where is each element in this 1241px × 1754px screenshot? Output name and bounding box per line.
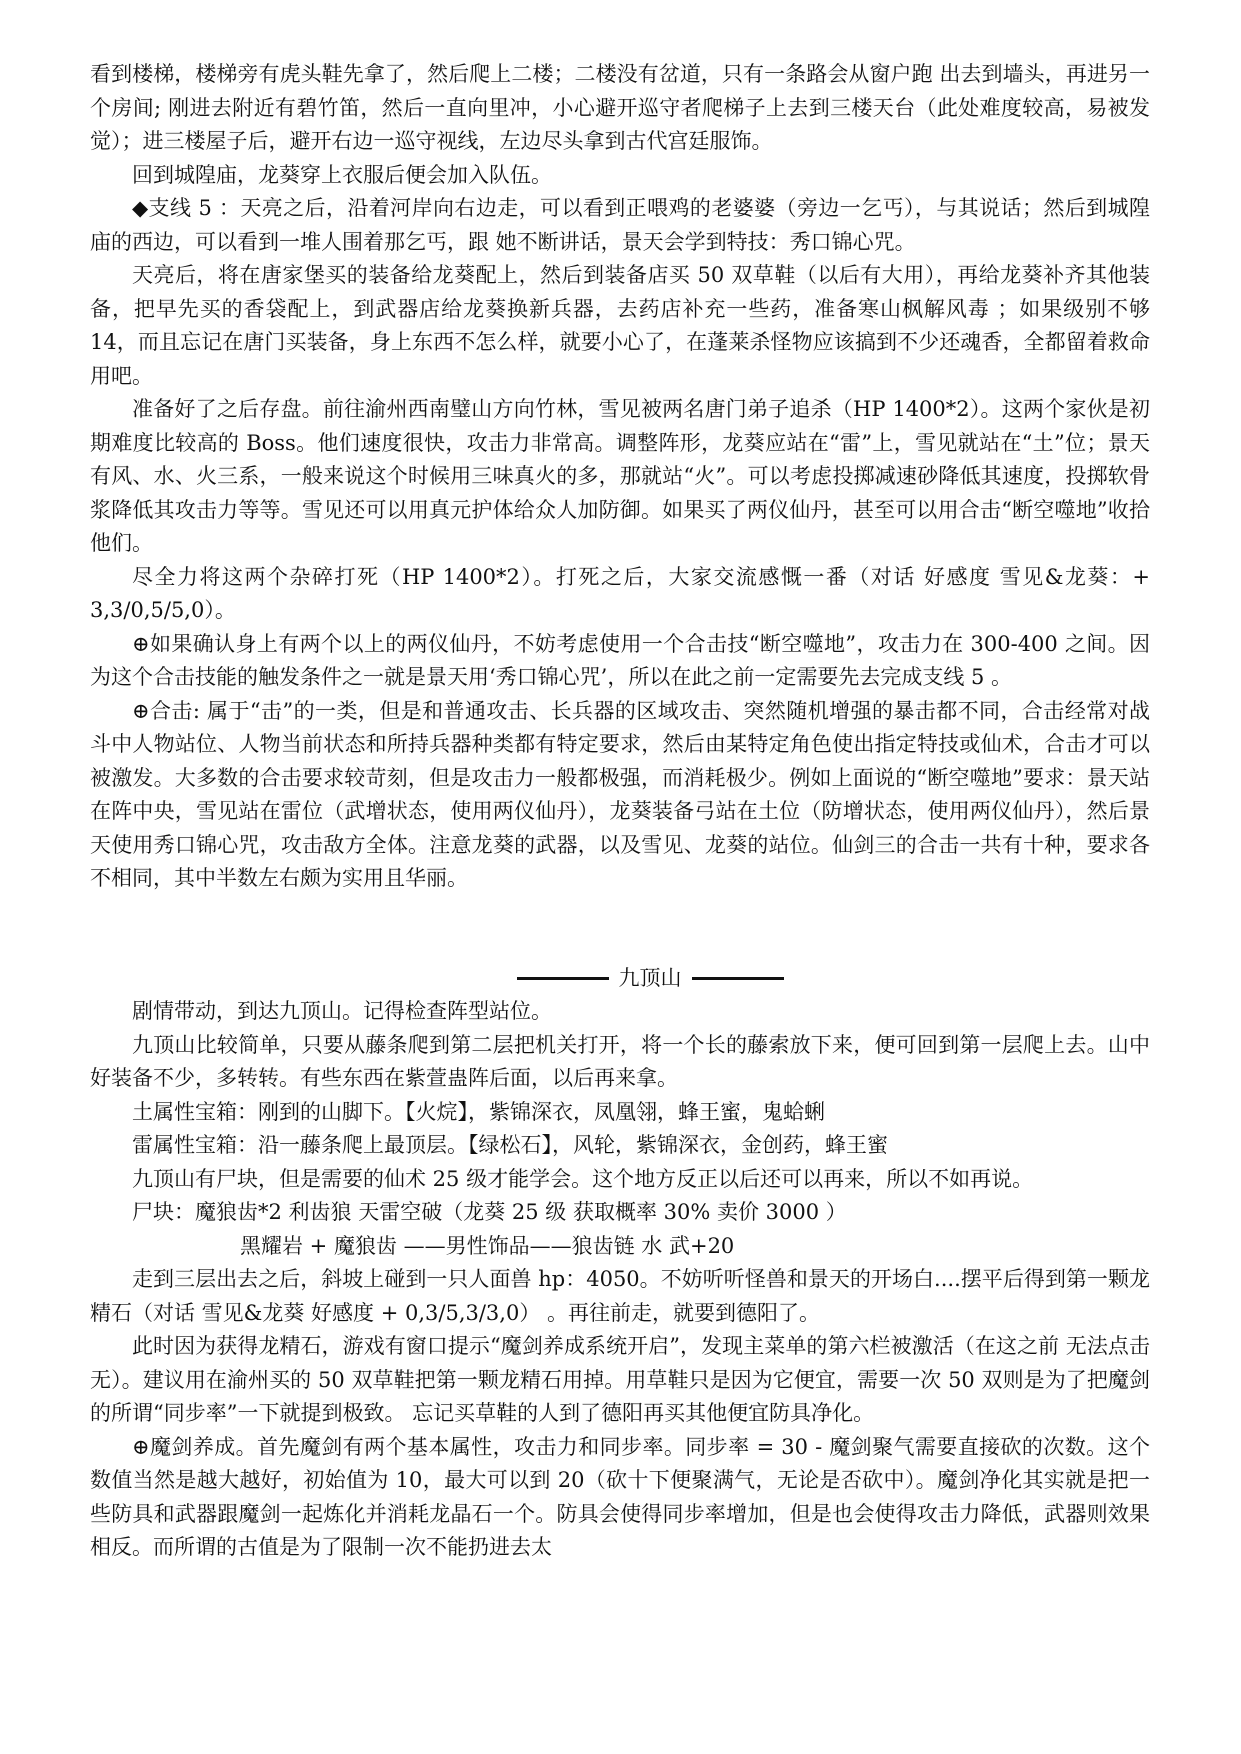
paragraph: 走到三层出去之后，斜坡上碰到一只人面兽 hp：4050。不妨听听怪兽和景天的开场白....摆平后得到第一颗龙精石（对话 雪见&龙葵 好感度 + 0,3/5,3/3,0） 。再往前走，就要到德阳了。 [90,1267,1150,1325]
paragraph: 黑耀岩 + 魔狼齿 ——男性饰品——狼齿链 水 武+20 [240,1233,735,1258]
paragraph: 尸块：魔狼齿*2 利齿狼 天雷空破（龙葵 25 级 获取概率 30% 卖价 3000 ） [132,1200,847,1224]
paragraph: 尽全力将这两个杂碎打死（HP 1400*2）。打死之后，大家交流感慨一番（对话 好感度 雪见&龙葵：+ 3,3/0,5/5,0）。 [90,564,1150,622]
section-longkui-recruit [90,58,1150,896]
section-heading [90,962,1150,996]
paragraph: 雷属性宝箱：沿一藤条爬上最顶层。【绿松石】，风轮，紫锦深衣，金创药，蜂王蜜 [132,1133,888,1157]
paragraph: 准备好了之后存盘。前往渝州西南璧山方向竹林，雪见被两名唐门弟子追杀（HP 1400*2）。这两个家伙是初期难度比较高的 Boss。他们速度很快，攻击力非常高。调整阵形，龙葵应站在“雷”上，雪见就站在“土”位；景天有风、水、火三系，一般来说这个时候用三味真火的多，那就站“火”。可以考虑投掷减速砂降低其速度，投掷软骨浆降低其攻击力等等。雪见还可以用真元护体给众人加防御。如果买了两仪仙丹，甚至可以用合击“断空噬地”收拾他们。 [90,397,1150,555]
paragraph: 看到楼梯，楼梯旁有虎头鞋先拿了，然后爬上二楼；二楼没有岔道，只有一条路会从窗户跑 出去到墙头，再进另一个房间; 刚进去附近有碧竹笛，然后一直向里冲，小心避开巡守者爬梯子上去到三楼天台（此处难度较高，易被发觉）；进三楼屋子后，避开右边一巡守视线，左边尽头拿到古代宫廷服饰。 [90,62,1150,153]
document-page [90,58,1150,1565]
paragraph: ⊕魔剑养成。首先魔剑有两个基本属性，攻击力和同步率。同步率 = 30 - 魔剑聚气需要直接砍的次数。这个数值当然是越大越好，初始值为 10，最大可以到 20（砍十下便聚满气，无论是否砍中）。魔剑净化其实就是把一些防具和武器跟魔剑一起炼化并消耗龙晶石一个。防具会使得同步率增加，但是也会使得攻击力降低，武器则效果相反。而所谓的古值是为了限制一次不能扔进去太 [90,1434,1150,1559]
paragraph: 九顶山有尸块，但是需要的仙术 25 级才能学会。这个地方反正以后还可以再来，所以不如再说。 [132,1166,1034,1191]
section-gap [90,896,1150,962]
paragraph: 剧情带动，到达九顶山。记得检查阵型站位。 [132,999,552,1023]
paragraph: ⊕如果确认身上有两个以上的两仪仙丹，不妨考虑使用一个合击技“断空噬地”，攻击力在 300-400 之间。因为这个合击技能的触发条件之一就是景天用‘秀口锦心咒’，所以在此之前一定需要先去完成支线 5 。 [90,631,1150,689]
paragraph: 土属性宝箱：刚到的山脚下。【火烷】，紫锦深衣，凤凰翎，蜂王蜜，鬼蛤蜊 [132,1099,825,1124]
paragraph: 天亮后，将在唐家堡买的装备给龙葵配上，然后到装备店买 50 双草鞋（以后有大用），再给龙葵补齐其他装备，把早先买的香袋配上，到武器店给龙葵换新兵器，去药店补充一些药，准备寒山枫解风毒 ；如果级别不够 14，而且忘记在唐门买装备，身上东西不怎么样，就要小心了，在蓬莱杀怪物应该搞到不少还魂香，全都留着救命用吧。 [90,263,1150,388]
paragraph: 回到城隍庙，龙葵穿上衣服后便会加入队伍。 [132,162,552,187]
section-jiudingshan [90,995,1150,1565]
paragraph: ⊕合击: 属于“击”的一类，但是和普通攻击、长兵器的区域攻击、突然随机增强的暴击都不同，合击经常对战斗中人物站位、人物当前状态和所持兵器种类都有特定要求，然后由某特定角色使出指定特技或仙术，合击才可以被激发。大多数的合击要求较苛刻，但是攻击力一般都极强，而消耗极少。例如上面说的“断空噬地”要求：景天站在阵中央，雪见站在雷位（武增状态，使用两仪仙丹），龙葵装备弓站在土位（防增状态，使用两仪仙丹），然后景天使用秀口锦心咒，攻击敌方全体。注意龙葵的武器，以及雪见、龙葵的站位。仙剑三的合击一共有十种，要求各不相同，其中半数左右颇为实用且华丽。 [90,698,1150,890]
heading-rule-right [692,977,784,980]
heading-text: 九顶山 [618,965,682,990]
paragraph: ◆支线 5 ：天亮之后，沿着河岸向右边走，可以看到正喂鸡的老婆婆（旁边一乞丐），与其说话；然后到城隍庙的西边，可以看到一堆人围着那乞丐，跟 她不断讲话，景天会学到特技：秀口锦心咒。 [90,196,1150,254]
paragraph: 此时因为获得龙精石，游戏有窗口提示“魔剑养成系统开启”，发现主菜单的第六栏被激活（在这之前 无法点击无）。建议用在渝州买的 50 双草鞋把第一颗龙精石用掉。用草鞋只是因为它便宜，需要一次 50 双则是为了把魔剑的所谓“同步率”一下就提到极致。 忘记买草鞋的人到了德阳再买其他便宜防具净化。 [90,1334,1150,1425]
heading-rule-left [517,977,609,980]
paragraph: 九顶山比较简单，只要从藤条爬到第二层把机关打开，将一个长的藤索放下来，便可回到第一层爬上去。山中好装备不少，多转转。有些东西在紫萱蛊阵后面，以后再来拿。 [90,1032,1150,1090]
